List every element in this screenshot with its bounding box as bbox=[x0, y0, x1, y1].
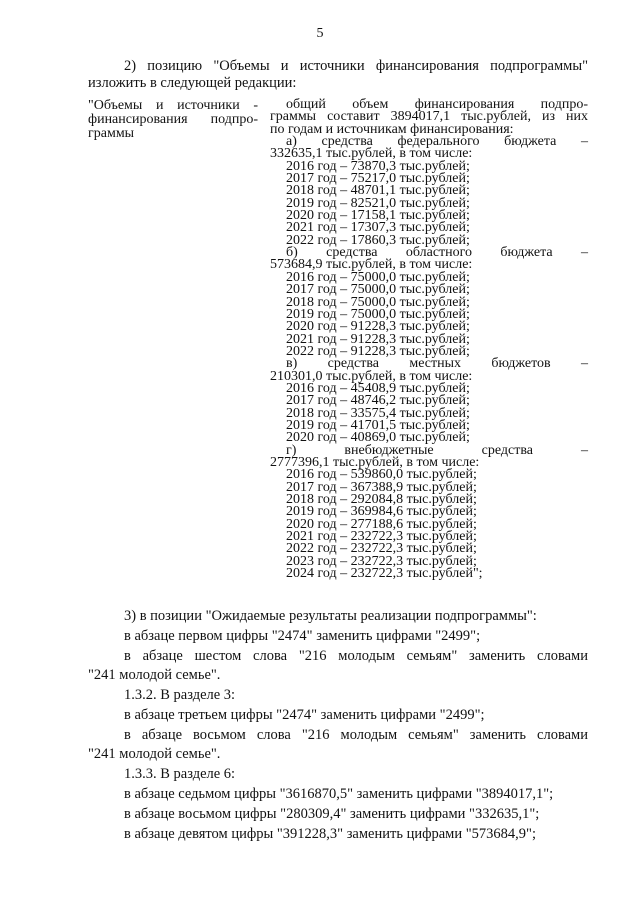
year-line: 2018 год – 33575,4 тыс.рублей; bbox=[286, 405, 470, 421]
funding-line: 210301,0 тыс.рублей, в том числе: bbox=[270, 368, 473, 384]
year-line: 2019 год – 369984,6 тыс.рублей; bbox=[286, 504, 477, 520]
section-132a: в абзаце третьем цифры "2474" заменить цифрами "2499"; bbox=[124, 707, 485, 723]
paragraph-3a: в абзаце первом цифры "2474" заменить цифрами "2499"; bbox=[124, 628, 481, 644]
year-line: 2020 год – 40869,0 тыс.рублей; bbox=[286, 430, 470, 446]
left-line: граммы bbox=[88, 126, 135, 141]
funding-line: граммы составит 3894017,1 тыс.рублей, из них bbox=[270, 109, 588, 125]
intro-paragraph: 2) позицию "Объемы и источники финансирования подпрограммы" изложить в следующей редакции: bbox=[88, 58, 588, 91]
left-line: финансирования подпро- bbox=[88, 112, 258, 127]
section-133-heading: 1.3.3. В разделе 6: bbox=[124, 766, 236, 782]
paragraph-3: 3) в позиции "Ожидаемые результаты реализации подпрограммы": bbox=[124, 608, 537, 624]
funding-line: общий объем финансирования подпро- bbox=[286, 97, 588, 112]
year-line: 2017 год – 367388,9 тыс.рублей; bbox=[286, 479, 477, 495]
page-number: 5 bbox=[316, 26, 324, 41]
year-line: 2017 год – 75217,0 тыс.рублей; bbox=[286, 171, 470, 187]
year-line: 2020 год – 91228,3 тыс.рублей; bbox=[286, 319, 470, 335]
year-line: 2019 год – 82521,0 тыс.рублей; bbox=[286, 195, 470, 211]
year-line: 2018 год – 292084,8 тыс.рублей; bbox=[286, 492, 477, 507]
year-line: 2017 год – 75000,0 тыс.рублей; bbox=[286, 282, 470, 298]
year-line: 2022 год – 17860,3 тыс.рублей; bbox=[286, 232, 470, 248]
amendments-body bbox=[88, 608, 588, 843]
year-line: 2016 год – 75000,0 тыс.рублей; bbox=[286, 269, 470, 285]
year-line: 2022 год – 91228,3 тыс.рублей; bbox=[286, 343, 470, 359]
section-133b: в абзаце восьмом цифры "280309,4" заменить цифрами "332635,1"; bbox=[124, 806, 540, 822]
year-line: 2024 год – 232722,3 тыс.рублей"; bbox=[286, 566, 483, 582]
year-line: 2016 год – 539860,0 тыс.рублей; bbox=[286, 467, 477, 483]
funding-source-federal: а) средства федерального бюджета – bbox=[286, 134, 588, 150]
funding-source-regional: б) средства областного бюджета – bbox=[286, 245, 588, 261]
year-line: 2018 год – 48701,1 тыс.рублей; bbox=[286, 183, 470, 199]
funding-line: 573684,9 тыс.рублей, в том числе: bbox=[270, 257, 473, 273]
funding-line: по годам и источникам финансирования: bbox=[270, 121, 514, 137]
funding-source-local: в) средства местных бюджетов – bbox=[286, 356, 588, 372]
section-133a: в абзаце седьмом цифры "3616870,5" заменить цифрами "3894017,1"; bbox=[124, 786, 554, 802]
year-line: 2016 год – 45408,9 тыс.рублей; bbox=[286, 380, 470, 396]
table-right-cell bbox=[270, 99, 588, 580]
year-line: 2022 год – 232722,3 тыс.рублей; bbox=[286, 541, 477, 557]
year-line: 2017 год – 48746,2 тыс.рублей; bbox=[286, 393, 470, 409]
year-line: 2021 год – 17307,3 тыс.рублей; bbox=[286, 220, 470, 236]
funding-line: 2777396,1 тыс.рублей, в том числе: bbox=[270, 454, 480, 470]
section-133c: в абзаце девятом цифры "391228,3" заменить цифрами "573684,9"; bbox=[124, 826, 536, 842]
section-132-heading: 1.3.2. В разделе 3: bbox=[124, 687, 236, 703]
year-line: 2016 год – 73870,3 тыс.рублей; bbox=[286, 158, 470, 174]
left-line: "Объемы и источники - bbox=[88, 98, 258, 113]
year-line: 2019 год – 41701,5 тыс.рублей; bbox=[286, 417, 470, 433]
year-line: 2021 год – 232722,3 тыс.рублей; bbox=[286, 529, 477, 545]
year-line: 2018 год – 75000,0 тыс.рублей; bbox=[286, 294, 470, 310]
funding-source-extrabudgetary: г) внебюджетные средства – bbox=[286, 442, 588, 458]
year-line: 2020 год – 277188,6 тыс.рублей; bbox=[286, 516, 477, 532]
year-line: 2021 год – 91228,3 тыс.рублей; bbox=[286, 331, 470, 347]
section-132b-cont: "241 молодой семье". bbox=[88, 746, 221, 762]
section-132b: в абзаце восьмом слова "216 молодым семьям" заменить словами bbox=[124, 727, 588, 743]
year-line: 2019 год – 75000,0 тыс.рублей; bbox=[286, 306, 470, 322]
year-line: 2020 год – 17158,1 тыс.рублей; bbox=[286, 208, 470, 224]
table-left-cell bbox=[88, 99, 258, 141]
paragraph-3b-cont: "241 молодой семье". bbox=[88, 667, 221, 683]
paragraph-3b: в абзаце шестом слова "216 молодым семьям" заменить словами bbox=[124, 648, 588, 664]
funding-line: 332635,1 тыс.рублей, в том числе: bbox=[270, 146, 473, 162]
year-line: 2023 год – 232722,3 тыс.рублей; bbox=[286, 553, 477, 569]
